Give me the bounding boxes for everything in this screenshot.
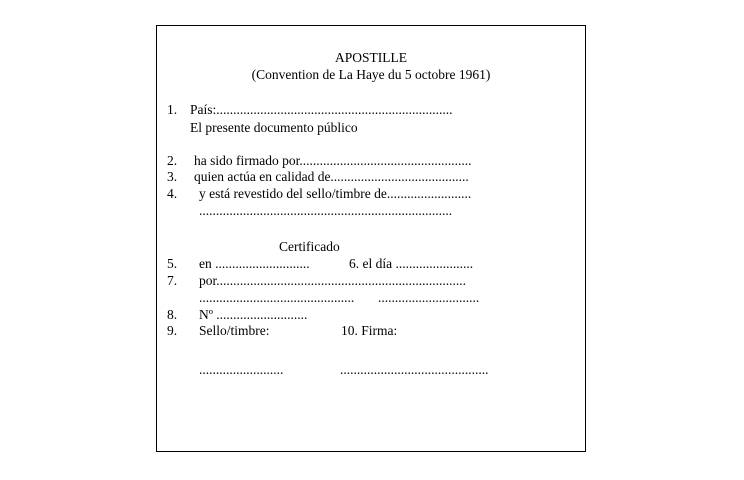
firmado-por-field: ha sido firmado por................................................... [194,153,472,168]
por-continuation-right: .............................. [378,290,480,305]
en-field: en ............................ [199,256,310,271]
calidad-field: quien actúa en calidad de......................................... [194,169,469,184]
item-number-7: 7. [167,273,178,288]
firma-signature-line: ............................................ [340,362,489,377]
sello-field: y está revestido del sello/timbre de......................... [199,186,472,201]
item-number-4: 4. [167,186,178,201]
sello-timbre-label: Sello/timbre: [199,323,270,338]
item-number-2: 2. [167,153,178,168]
item-number-8: 8. [167,307,178,322]
item-number-1: 1. [167,102,178,117]
sello-signature-line: ......................... [199,362,284,377]
pais-field: País:...................................................................... [190,102,453,117]
numero-field: Nº ........................... [199,307,308,322]
form-title: APOSTILLE [335,50,407,65]
certificado-heading: Certificado [279,239,340,254]
por-field: por.......................................................................... [199,273,467,288]
por-continuation-left: .............................................. [199,290,355,305]
firma-label: 10. Firma: [341,323,398,338]
dia-field: 6. el día ....................... [349,256,474,271]
item-number-9: 9. [167,323,178,338]
presente-documento-label: El presente documento público [190,120,358,135]
item-number-5: 5. [167,256,178,271]
form-subtitle: (Convention de La Haye du 5 octobre 1961) [251,67,491,82]
item-number-3: 3. [167,169,178,184]
apostille-form-border [156,25,586,452]
sello-field-continuation: ........................................................................... [199,203,453,218]
